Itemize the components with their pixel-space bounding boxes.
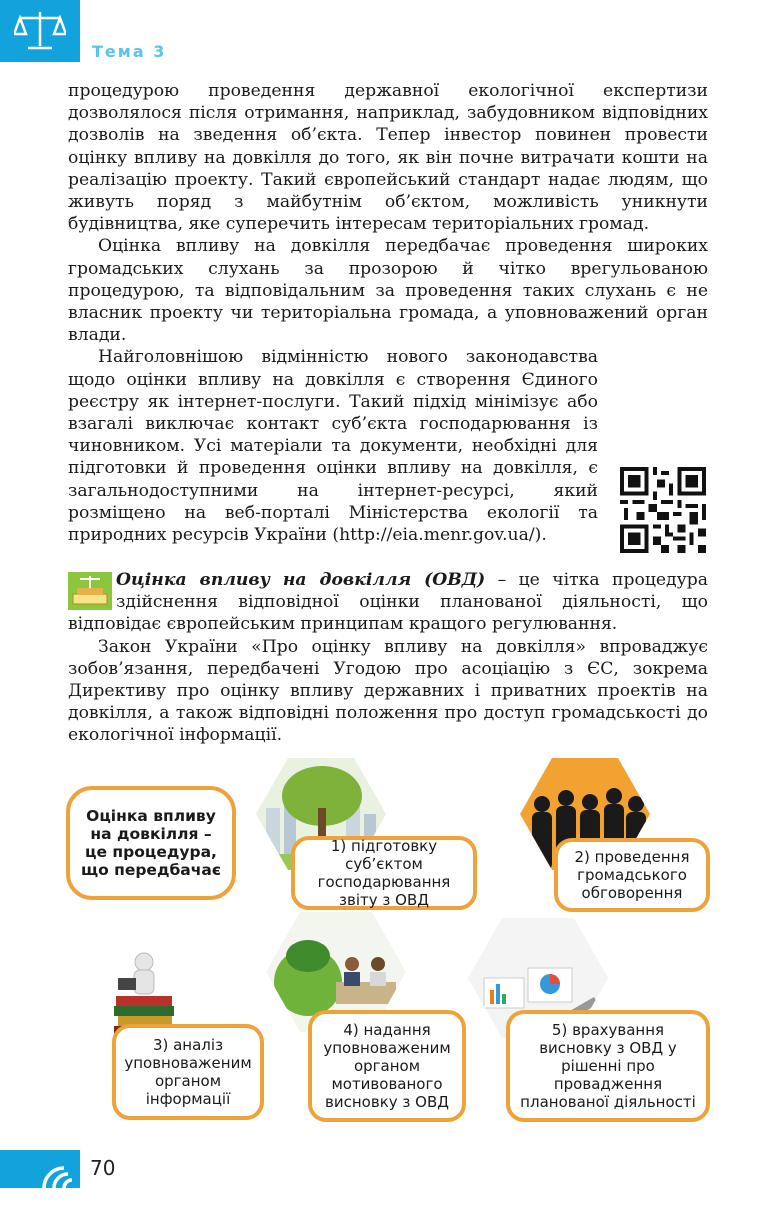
paragraph-1: процедурою проведення державної екологічної експертизи дозволялося після отримання, наприклад, забудовником відповідних дозволів на зведення об’єкта. Тепер інвестор повинен провести оцінку впливу на довкілля до того, як він почне витрачати кошти на реалізацію проекту. Такий європейський стандарт надає людям, що живуть поряд з майбутнім об’єктом, можливість уникнути будівництва, яке суперечить інтересам територіальних громад. — [68, 81, 708, 235]
qr-code-icon[interactable] — [620, 467, 706, 553]
definition-text: – це чітка процедура здійснення відповідної оцінки планованої діяльності, що відповідає європейським принципам кращого регулювання. — [68, 570, 708, 635]
signal-arcs-icon — [0, 1150, 80, 1188]
body-text — [68, 80, 708, 546]
diagram-step-5: 5) врахування висновку з ОВД у рішенні про провадження планованої діяльності — [506, 1010, 710, 1122]
diagram-step-3: 3) аналіз уповноваженим органом інформації — [112, 1024, 264, 1120]
definition-block — [68, 569, 708, 747]
paragraph-2: Оцінка впливу на довкілля передбачає проведення широких громадських слухань за прозорою й чітко врегульованою процедурою, та відповідальним за проведення таких слухань є не власник проекту чи територіальна громада, а уповноважений орган влади. — [68, 236, 708, 346]
header-tab — [0, 0, 80, 62]
diagram-step-1: 1) підготовку суб’єктом господарювання звіту з ОВД — [291, 836, 477, 910]
theme-label: Тема 3 — [92, 42, 167, 61]
definition-term: Оцінка впливу на довкілля (ОВД) — [116, 570, 486, 590]
page-number: 70 — [90, 1156, 116, 1180]
scales-of-justice-icon — [14, 8, 66, 54]
diagram-step-2: 2) проведення громадського обговорення — [554, 838, 710, 912]
diagram-main-box: Оцінка впливу на довкілля – це процедура, що передбачає — [66, 786, 236, 900]
paragraph-3: Найголовнішою відмінністю нового законодавства щодо оцінки впливу на довкілля є створення Єдиного реєстру як інтернет-послуги. Такий підхід мінімізує або взагалі виключає контакт суб’єкта господарювання із чиновником. Усі матеріали та документи, необхідні для підготовки й проведення оцінки впливу на довкілля, є загальнодоступними на інтернет-ресурсі, який розміщено на веб-порталі Міністерства екології та природних ресурсів України (http://eia.menr.gov.ua/). — [68, 347, 598, 546]
diagram-step-4: 4) надання уповноваженим органом мотивованого висновку з ОВД — [308, 1010, 466, 1122]
paragraph-4: Закон України «Про оцінку впливу на довкілля» впроваджує зобов’язання, передбачені Угодою про асоціацію з ЄС, зокрема Директиву про оцінку впливу державних і приватних проектів на довкілля, а також відповідні положення про доступ громадськості до екологічної інформації. — [68, 636, 708, 746]
footer-tab — [0, 1150, 80, 1188]
